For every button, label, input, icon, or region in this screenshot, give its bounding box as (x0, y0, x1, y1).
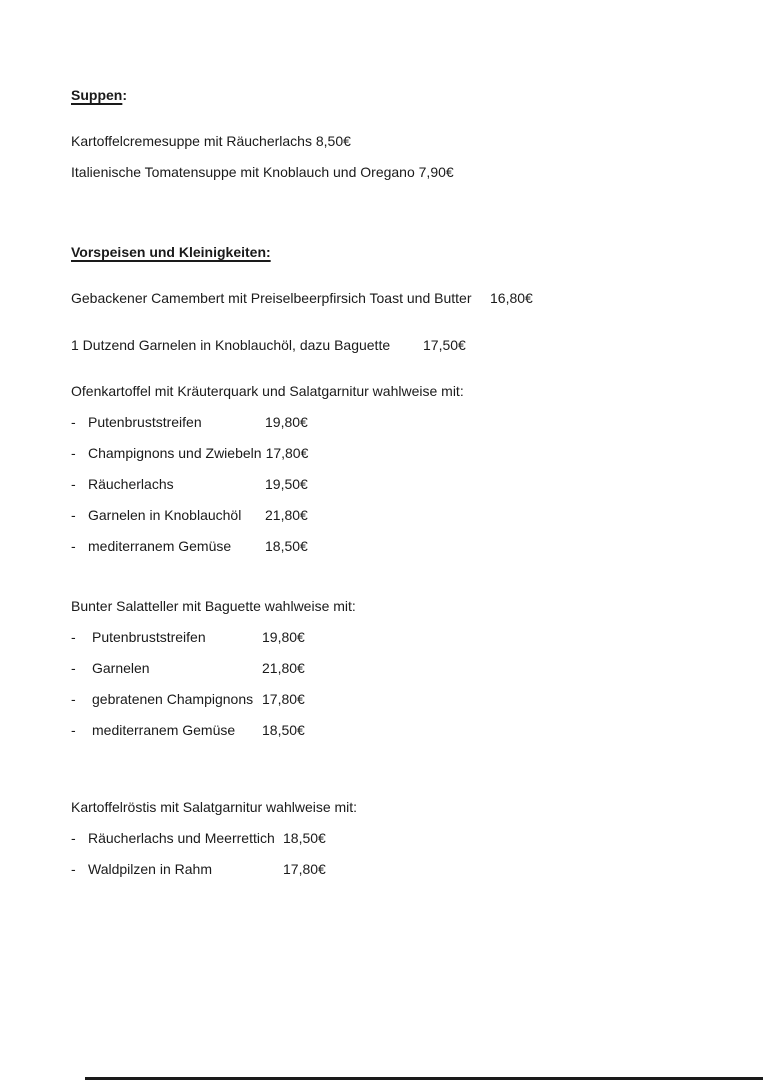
option-dash: - (71, 691, 76, 707)
option-row (71, 828, 743, 848)
option-name: mediterranem Gemüse (92, 722, 236, 738)
option-name: Garnelen (92, 660, 150, 676)
menu-item-starter (71, 335, 743, 355)
option-dash: - (71, 830, 76, 846)
option-list-kartoffelroestis (71, 828, 743, 879)
option-name: gebratenen Champignons (92, 691, 254, 707)
option-dash: - (71, 414, 76, 430)
option-price: 17,80€ (262, 691, 305, 707)
option-name: Garnelen in Knoblauchöl (88, 507, 242, 523)
option-row (71, 689, 743, 709)
item-name: Italienische Tomatensuppe mit Knoblauch und Oregano (71, 164, 415, 180)
section-heading-suppen (71, 85, 743, 105)
option-price: 21,80€ (265, 507, 308, 523)
option-dash: - (71, 722, 76, 738)
option-name: Putenbruststreifen (88, 414, 202, 430)
option-price: 19,80€ (265, 414, 308, 430)
menu-item-starter (71, 288, 743, 308)
menu-item-intro-ofenkartoffel (71, 381, 743, 401)
option-list-salatteller (71, 627, 743, 740)
option-name: mediterranem Gemüse (88, 538, 232, 554)
option-dash: - (71, 660, 76, 676)
option-row (71, 536, 743, 556)
option-name: Putenbruststreifen (92, 629, 206, 645)
option-name: Räucherlachs (88, 476, 174, 492)
option-row (71, 720, 743, 740)
item-name: Kartoffelröstis mit Salatgarnitur wahlweise mit: (71, 799, 358, 815)
option-row (71, 505, 743, 525)
option-price: 19,80€ (262, 629, 305, 645)
menu-item-intro-salatteller (71, 596, 743, 616)
option-price: 17,80€ (265, 445, 309, 461)
item-price: 17,50€ (423, 337, 466, 353)
item-name: Gebackener Camembert mit Preiselbeerpfirsich Toast und Butter (71, 290, 472, 306)
option-dash: - (71, 445, 76, 461)
option-dash: - (71, 629, 76, 645)
item-price: 8,50€ (315, 133, 351, 149)
option-dash: - (71, 538, 76, 554)
option-row (71, 627, 743, 647)
option-price: 19,50€ (265, 476, 308, 492)
item-name: Kartoffelcremesuppe mit Räucherlachs (71, 133, 312, 149)
option-list-ofenkartoffel (71, 412, 743, 556)
item-name: Ofenkartoffel mit Kräuterquark und Salatgarnitur wahlweise mit: (71, 383, 464, 399)
item-name: 1 Dutzend Garnelen in Knoblauchöl, dazu Baguette (71, 337, 391, 353)
option-price: 18,50€ (283, 830, 326, 846)
option-dash: - (71, 507, 76, 523)
heading-text: Suppen (71, 87, 123, 103)
option-name: Waldpilzen in Rahm (88, 861, 212, 877)
option-row (71, 474, 743, 494)
option-price: 18,50€ (262, 722, 305, 738)
option-price: 17,80€ (283, 861, 326, 877)
option-price: 21,80€ (262, 660, 305, 676)
item-price: 7,90€ (418, 164, 454, 180)
menu-item-soup (71, 162, 743, 182)
menu-item-intro-kartoffelroestis (71, 797, 743, 817)
menu-item-soup (71, 131, 743, 151)
item-name: Bunter Salatteller mit Baguette wahlweise mit: (71, 598, 356, 614)
heading-text: Vorspeisen und Kleinigkeiten: (71, 244, 271, 260)
option-row (71, 658, 743, 678)
heading-colon: : (122, 87, 128, 103)
section-heading-vorspeisen (71, 242, 743, 262)
option-row (71, 443, 743, 463)
option-dash: - (71, 861, 76, 877)
option-row (71, 412, 743, 432)
option-row (71, 859, 743, 879)
option-dash: - (71, 476, 76, 492)
option-name: Räucherlachs und Meerrettich (88, 830, 275, 846)
item-price: 16,80€ (490, 290, 533, 306)
option-price: 18,50€ (265, 538, 308, 554)
option-name: Champignons und Zwiebeln (88, 445, 262, 461)
